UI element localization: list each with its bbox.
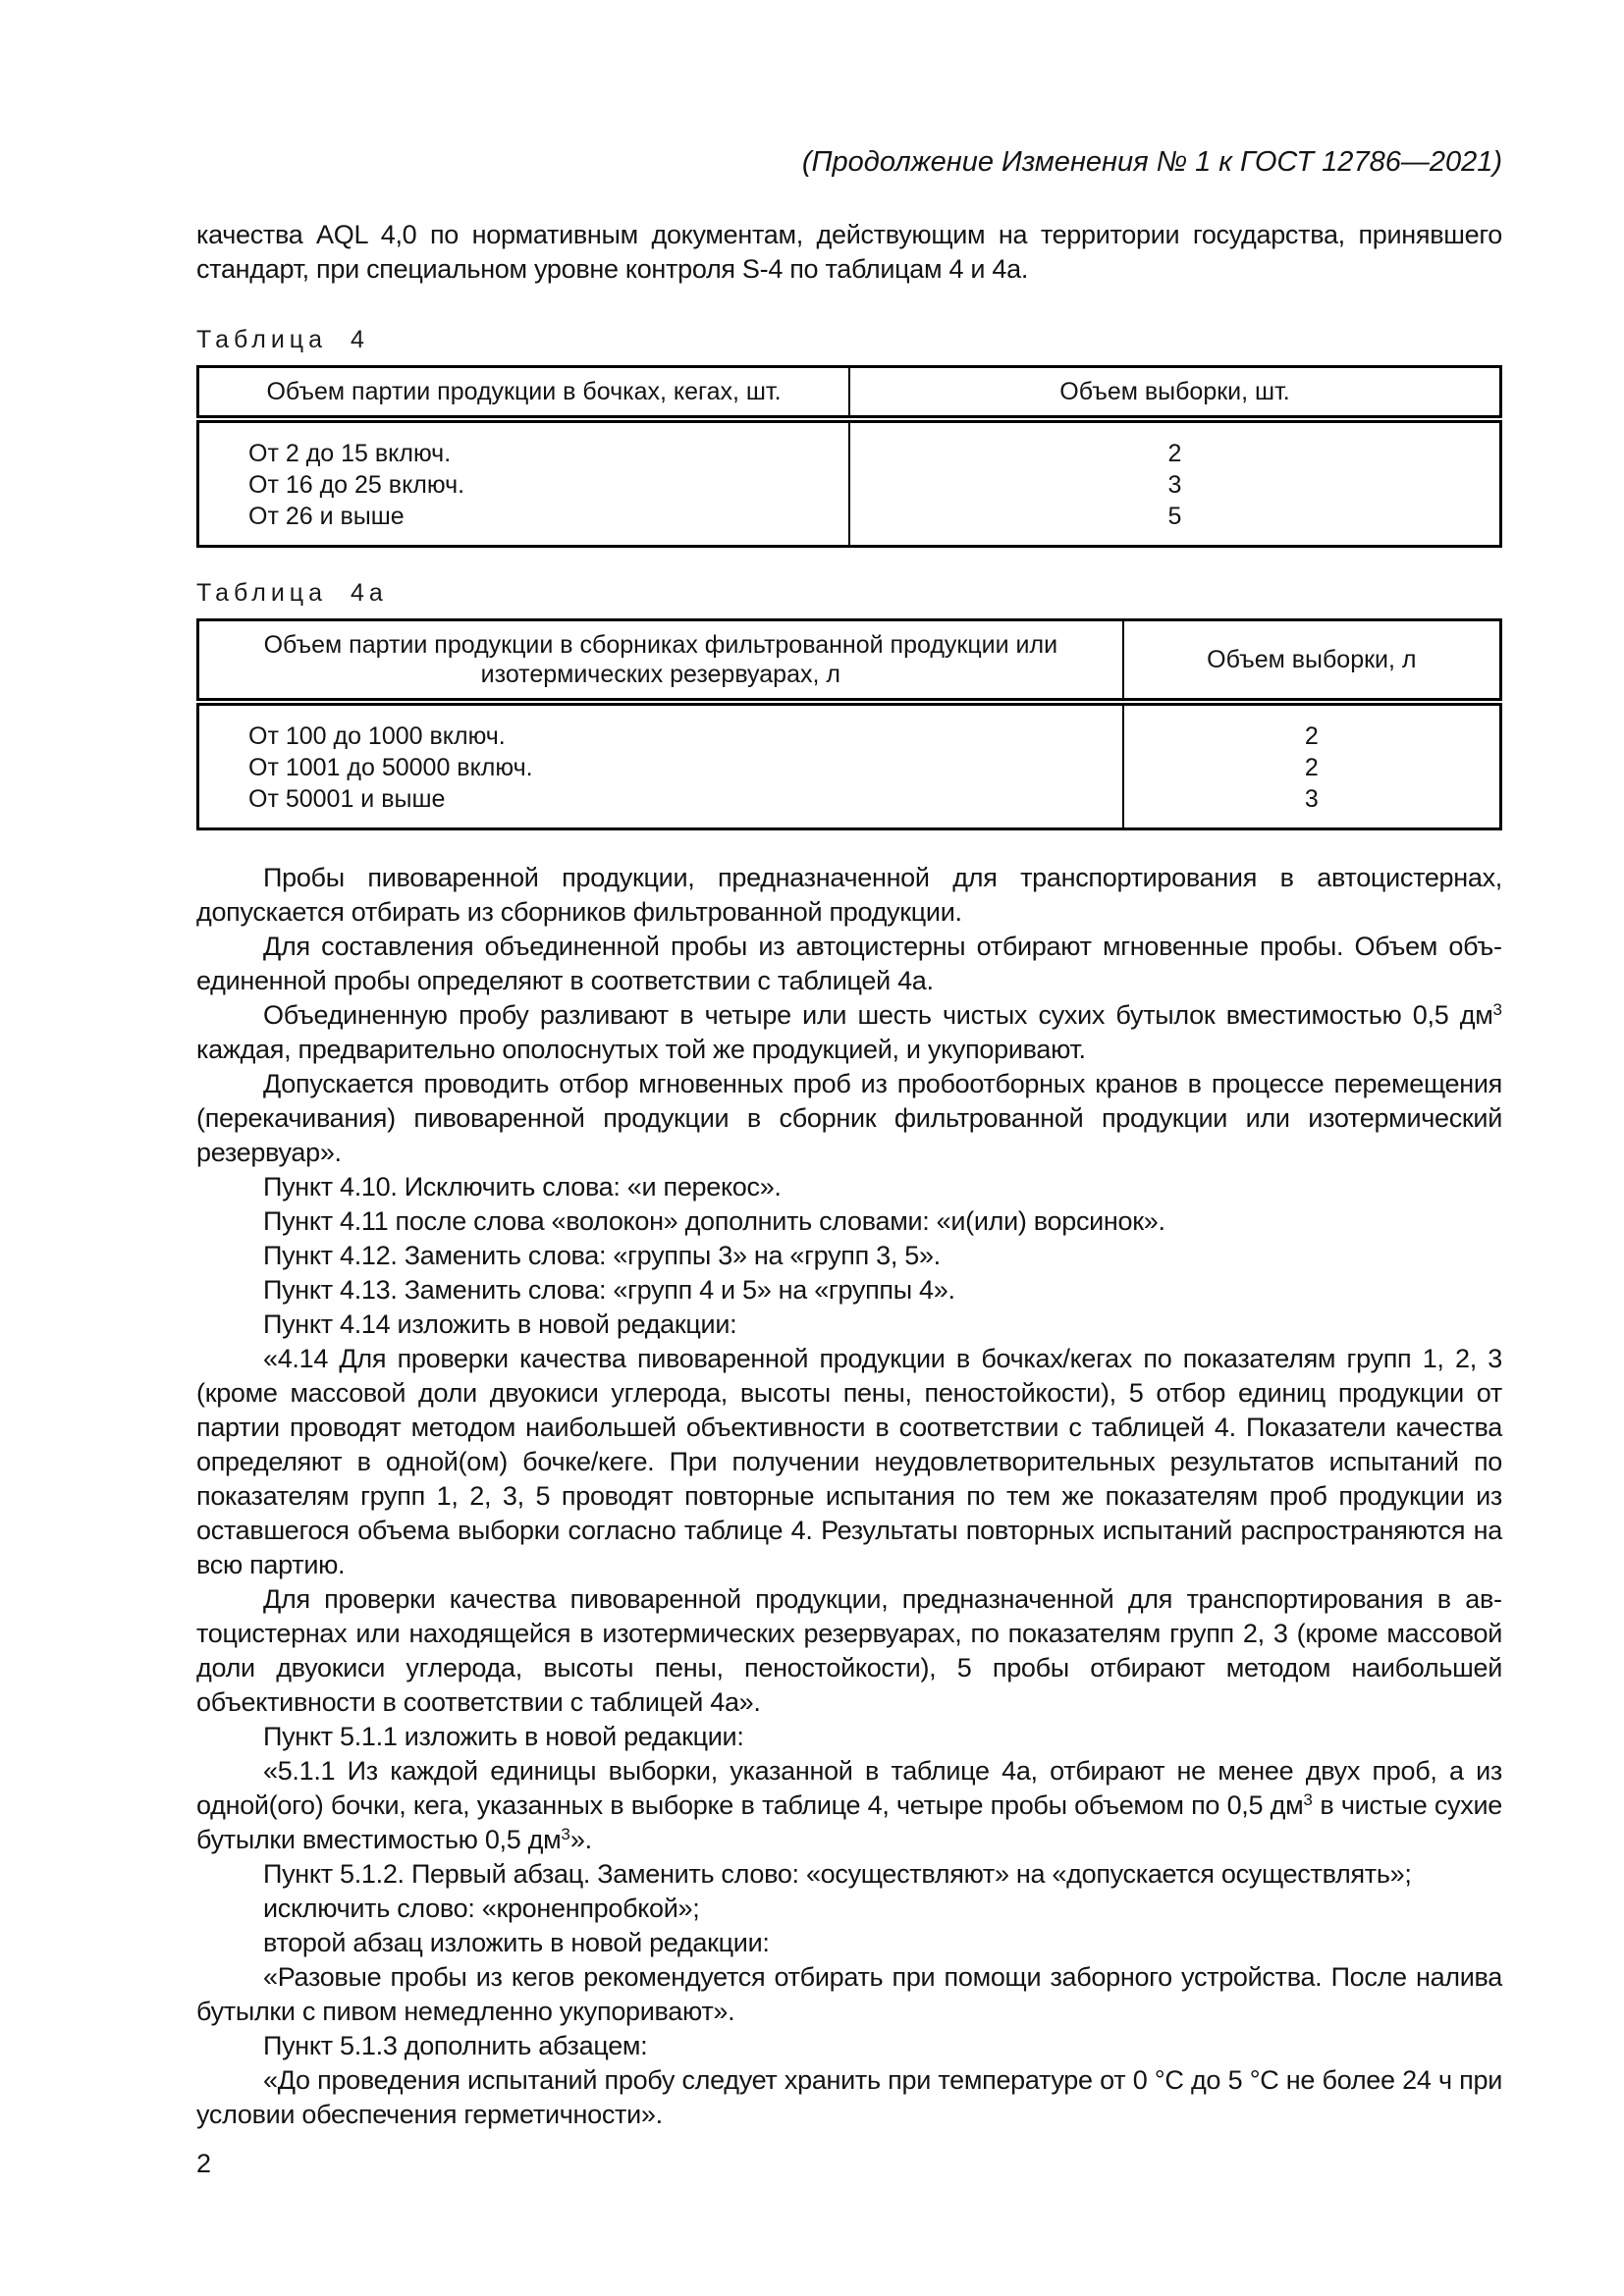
paragraph: [196, 1342, 1502, 1582]
text-run: «Разовые пробы из кегов рекомендуется отбирать при помощи заборного устройства. После налива бутылки с пивом немедленно укупоривают».: [196, 1962, 1502, 2026]
sample-volume-cell: 2: [1304, 722, 1319, 750]
text-run: Пункт 4.14 изложить в новой редакции:: [263, 1309, 737, 1339]
paragraph: [196, 1204, 1502, 1239]
paragraph: [196, 2063, 1502, 2132]
table-4-header-row: [198, 367, 1501, 420]
table-row: [198, 501, 1501, 547]
paragraph: [196, 1960, 1502, 2029]
table-4a-header-row: [198, 620, 1501, 703]
paragraph: [196, 1857, 1502, 1892]
text-run: в чистые сухие бутылки вместимостью 0,5 дм: [196, 1790, 1503, 1854]
paragraph: [196, 1926, 1502, 1960]
table-4a: [196, 618, 1502, 830]
party-volume-cell: От 2 до 15 включ.: [198, 419, 850, 469]
text-run: Пункт 4.11 после слова «волокон» дополнить словами: «и(или) ворсинок».: [263, 1206, 1165, 1236]
table-row: [198, 783, 1501, 829]
superscript: 3: [561, 1825, 570, 1843]
table-4-col2-header: Объем выборки, шт.: [849, 367, 1501, 420]
paragraph: [196, 861, 1502, 930]
text-run: Пробы пивоваренной продукции, предназначенной для транспортирования в автоцистернах, допускается отбирать из сборников фильтрованной продукции.: [196, 863, 1502, 927]
body-text: [196, 861, 1502, 2132]
text-run: второй абзац изложить в новой редакции:: [263, 1928, 770, 1957]
text-run: «До проведения испытаний пробу следует хранить при температуре от 0 °С до 5 °С не более 24 ч при условии обеспечения герметичности».: [196, 2065, 1502, 2129]
paragraph: [196, 1273, 1502, 1308]
paragraph: [196, 1754, 1502, 1857]
party-volume-cell: От 1001 до 50000 включ.: [198, 752, 1123, 783]
table-4a-label: Таблица 4а: [196, 579, 388, 607]
text-run: Пункт 4.10. Исключить слова: «и перекос».: [263, 1172, 782, 1201]
paragraph: [196, 1067, 1502, 1170]
text-run: Объединенную пробу разливают в четыре или шесть чистых сухих бутылок вместимостью 0,5 дм: [263, 1000, 1493, 1030]
paragraph: [196, 1720, 1502, 1754]
table-4-col1-header: Объем партии продукции в бочках, кегах, шт.: [198, 367, 850, 420]
paragraph: [196, 2029, 1502, 2063]
superscript: 3: [1492, 1000, 1502, 1019]
text-run: Пункт 5.1.1 изложить в новой редакции:: [263, 1722, 744, 1751]
party-volume-cell: От 26 и выше: [198, 501, 850, 547]
text-run: Допускается проводить отбор мгновенных проб из пробоотборных кранов в процессе перемещения (перекачивания) пивоваренной продукции в сборник фильтрованной продукции или изотермический резервуар».: [196, 1069, 1502, 1167]
table-row: [198, 702, 1501, 752]
text-run: Для составления объединенной пробы из автоцистерны отбирают мгновенные пробы. Объем объединенной пробы определяют в соответствии с таблицей 4а.: [196, 932, 1502, 995]
intro-paragraph: качества AQL 4,0 по нормативным документам, действующим на территории государства, принявшего стандарт, при специальном уровне контроля S-4 по таблицам 4 и 4а.: [196, 220, 1502, 284]
table-row: [198, 752, 1501, 783]
text-run: исключить слово: «кроненпробкой»;: [263, 1894, 700, 1923]
party-volume-cell: От 50001 и выше: [198, 783, 1123, 829]
text-run: Пункт 4.13. Заменить слова: «групп 4 и 5» на «группы 4».: [263, 1275, 955, 1305]
text-run: Пункт 5.1.3 дополнить абзацем:: [263, 2031, 648, 2060]
table-4a-col2-header: Объем выборки, л: [1123, 620, 1501, 703]
running-header-note: (Продолжение Изменения № 1 к ГОСТ 12786—2021): [801, 146, 1502, 178]
table-row: [198, 419, 1501, 469]
paragraph: [196, 998, 1502, 1067]
paragraph: [196, 930, 1502, 998]
sample-volume-cell: 2: [1167, 440, 1182, 467]
page-number: 2: [196, 2149, 212, 2178]
paragraph: [196, 1308, 1502, 1342]
party-volume-cell: От 16 до 25 включ.: [198, 469, 850, 501]
sample-volume-cell: 5: [1167, 503, 1182, 530]
party-volume-cell: От 100 до 1000 включ.: [198, 702, 1123, 752]
page-content: [196, 0, 1502, 2181]
text-run: Для проверки качества пивоваренной продукции, предназначенной для транспортирования в автоцистернах или находящейся в изотермических резервуарах, по показателям групп 2, 3 (кроме массовой доли двуокиси углерода, высоты пены, пеностойкости), 5 пробы отбирают методом наибольшей объективности в соответствии с таблицей 4а».: [196, 1584, 1502, 1717]
paragraph: [196, 1892, 1502, 1926]
sample-volume-cell: 3: [1167, 471, 1182, 499]
table-4-label: Таблица 4: [196, 326, 369, 353]
text-run: каждая, предварительно ополоснутых той же продукцией, и укупоривают.: [196, 1035, 1086, 1064]
paragraph: [196, 1170, 1502, 1204]
superscript: 3: [1303, 1790, 1313, 1809]
paragraph: [196, 1582, 1502, 1720]
text-run: ».: [569, 1825, 592, 1854]
text-run: «5.1.1 Из каждой единицы выборки, указанной в таблице 4а, отбирают не менее двух проб, а из одной(ого) бочки, кега, указанных в выборке в таблице 4, четыре пробы объемом по 0,5 дм: [196, 1756, 1502, 1820]
paragraph: [196, 1239, 1502, 1273]
table-row: [198, 469, 1501, 501]
sample-volume-cell: 2: [1304, 754, 1319, 781]
text-run: Пункт 4.12. Заменить слова: «группы 3» на «групп 3, 5».: [263, 1241, 941, 1270]
text-run: Пункт 5.1.2. Первый абзац. Заменить слово: «осуществляют» на «допускается осуществлять»;: [263, 1859, 1412, 1889]
text-run: «4.14 Для проверки качества пивоваренной продукции в бочках/кегах по показателям групп 1, 2, 3 (кроме массовой доли двуокиси углерода, высоты пены, пеностойкости), 5 отбор единиц продукции от партии проводят методом наибольшей объективности в соответствии с таблицей 4. Показатели качества определяют в одной(ом) бочке/кеге. При получении неудовлетворительных результатов испытаний по показателям групп 1, 2, 3, 5 проводят повторные испытания по тем же показателям проб продукции из оставшегося объема выборки согласно таблице 4. Результаты повторных испытаний распространяются на всю партию.: [196, 1344, 1502, 1579]
table-4a-col1-header: Объем партии продукции в сборниках фильтрованной продукции или изотермических резервуарах, л: [198, 620, 1123, 703]
table-4: [196, 365, 1502, 548]
sample-volume-cell: 3: [1304, 785, 1319, 813]
